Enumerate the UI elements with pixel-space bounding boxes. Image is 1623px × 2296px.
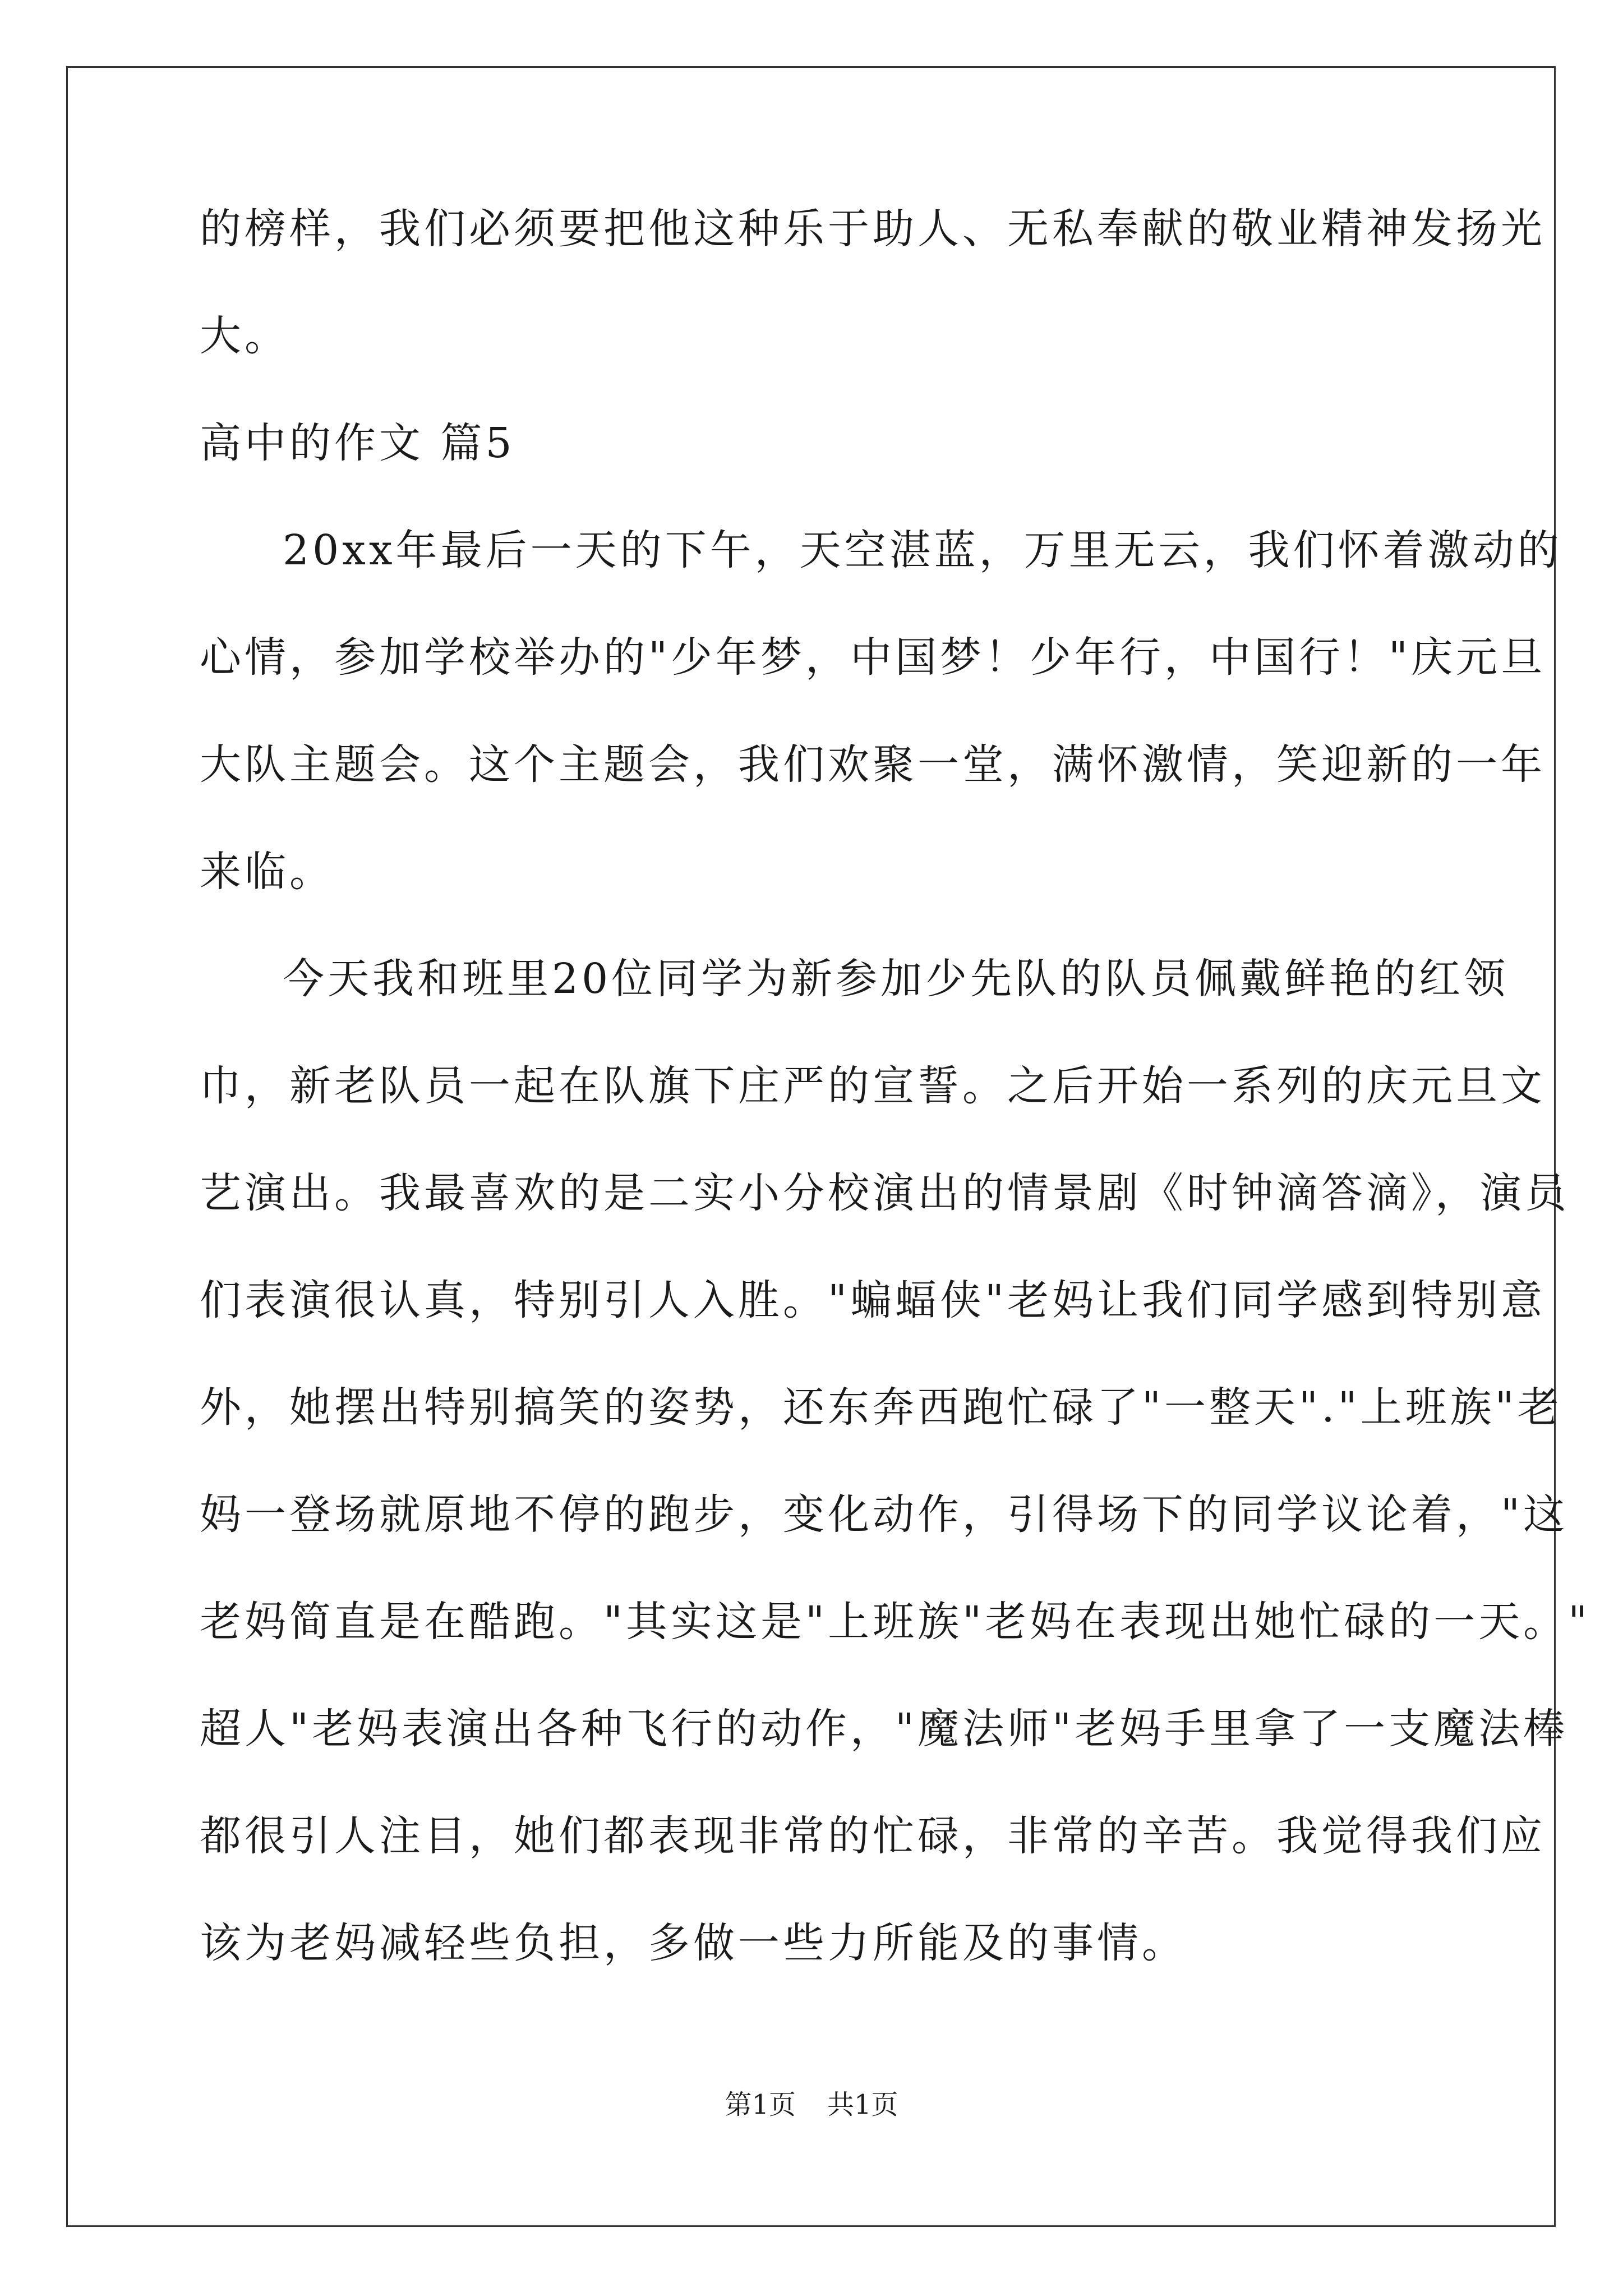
text-line: 的榜样，我们必须要把他这种乐于助人、无私奉献的敬业精神发扬光 xyxy=(200,205,1546,253)
page-total: 共1页 xyxy=(827,2089,898,2120)
text-line: 大队主题会。这个主题会，我们欢聚一堂，满怀激情，笑迎新的一年 xyxy=(200,740,1546,789)
section-heading: 高中的作文 篇5 xyxy=(200,419,515,467)
paragraph-start: 20xx年最后一天的下午，天空湛蓝，万里无云，我们怀着激动的 xyxy=(283,526,1562,574)
page-footer xyxy=(0,2088,1623,2122)
text-line: 超人"老妈表演出各种飞行的动作，"魔法师"老妈手里拿了一支魔法棒 xyxy=(200,1705,1569,1753)
text-line: 老妈简直是在酷跑。"其实这是"上班族"老妈在表现出她忙碌的一天。" xyxy=(200,1598,1591,1646)
paragraph-start: 今天我和班里20位同学为新参加少先队的队员佩戴鲜艳的红领 xyxy=(283,955,1509,1003)
text-line: 来临。 xyxy=(200,848,334,896)
text-line: 妈一登场就原地不停的跑步，变化动作，引得场下的同学议论着，"这 xyxy=(200,1490,1569,1539)
text-line: 巾，新老队员一起在队旗下庄严的宣誓。之后开始一系列的庆元旦文 xyxy=(200,1062,1546,1110)
text-line: 外，她摆出特别搞笑的姿势，还东奔西跑忙碌了"一整天"."上班族"老 xyxy=(200,1383,1562,1432)
text-line: 心情，参加学校举办的"少年梦，中国梦！少年行，中国行！"庆元旦 xyxy=(200,633,1546,682)
text-line: 们表演很认真，特别引人入胜。"蝙蝠侠"老妈让我们同学感到特别意 xyxy=(200,1276,1546,1324)
text-line: 大。 xyxy=(200,312,289,360)
text-line: 都很引人注目，她们都表现非常的忙碌，非常的辛苦。我觉得我们应 xyxy=(200,1812,1546,1860)
document-body xyxy=(200,202,1591,2023)
text-line: 该为老妈减轻些负担，多做一些力所能及的事情。 xyxy=(200,1919,1187,1967)
text-line: 艺演出。我最喜欢的是二实小分校演出的情景剧《时钟滴答滴》，演员 xyxy=(200,1169,1570,1217)
page-number: 第1页 xyxy=(725,2089,796,2120)
